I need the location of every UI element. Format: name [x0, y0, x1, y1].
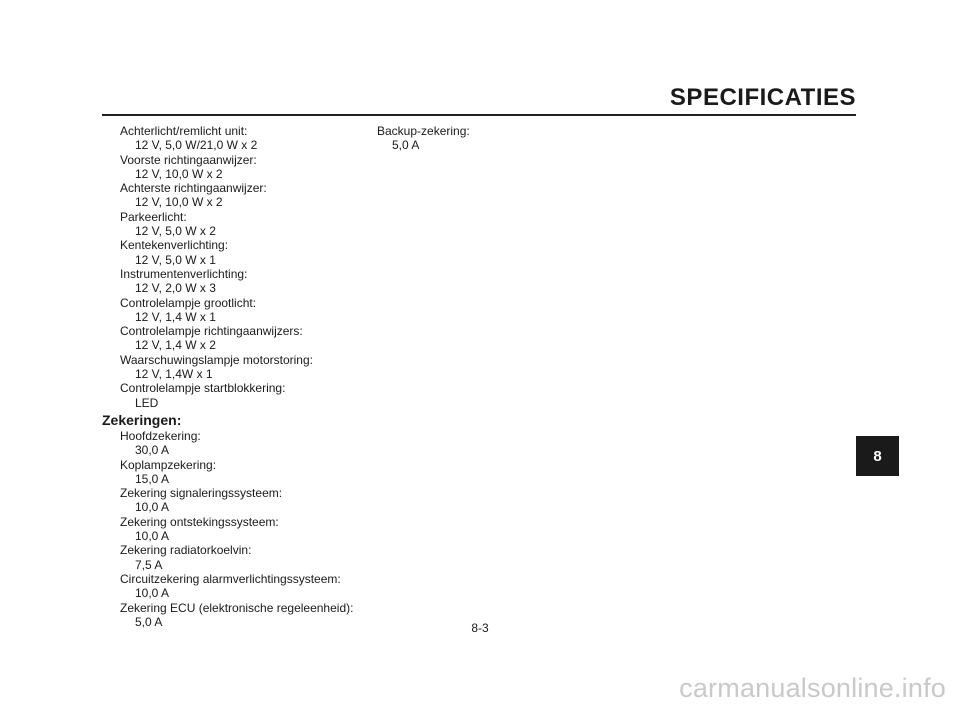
spec-value: 12 V, 10,0 W x 2 — [135, 166, 223, 181]
spec-item — [120, 296, 450, 325]
spec-label: Koplampzekering: — [120, 457, 217, 472]
page-number: 8-3 — [471, 621, 489, 635]
spec-item — [120, 267, 450, 296]
spec-label: Hoofdzekering: — [120, 428, 201, 443]
spec-value: 30,0 A — [135, 443, 170, 458]
spec-value: 10,0 A — [135, 586, 170, 601]
chapter-tab: 8 — [856, 436, 899, 476]
spec-item — [377, 124, 677, 153]
spec-label: Instrumentenverlichting: — [120, 266, 248, 281]
spec-label: Controlelampje startblokkering: — [120, 381, 286, 396]
spec-label: Achterlicht/remlicht unit: — [120, 124, 248, 138]
fuses-heading: Zekeringen: — [102, 411, 182, 428]
spec-item — [120, 353, 450, 382]
spec-value: 12 V, 2,0 W x 3 — [135, 281, 216, 296]
spec-value: 12 V, 10,0 W x 2 — [135, 195, 223, 210]
spec-item — [120, 238, 450, 267]
spec-item — [120, 515, 450, 544]
spec-label: Zekering ontstekingssysteem: — [120, 514, 279, 529]
left-column — [102, 124, 450, 629]
right-column — [377, 124, 677, 153]
spec-value: 5,0 A — [392, 138, 420, 153]
spec-item — [120, 324, 450, 353]
spec-item — [120, 210, 450, 239]
spec-label: Parkeerlicht: — [120, 209, 187, 224]
bulb-spec-list — [120, 124, 450, 410]
spec-item — [120, 429, 450, 458]
spec-label: Zekering radiatorkoelvin: — [120, 543, 252, 558]
watermark: carmanualsonline.info — [679, 673, 946, 703]
spec-value: 7,5 A — [135, 557, 163, 572]
spec-label: Zekering signaleringssysteem: — [120, 486, 283, 501]
spec-item — [120, 381, 450, 410]
page-title: SPECIFICATIES — [669, 84, 856, 111]
spec-value: 10,0 A — [135, 529, 170, 544]
spec-value: 12 V, 1,4 W x 2 — [135, 338, 216, 353]
spec-label: Circuitzekering alarmverlichtingssysteem: — [120, 571, 341, 586]
spec-item — [120, 572, 450, 601]
spec-value: LED — [135, 395, 159, 410]
spec-label: Achterste richtingaanwijzer: — [120, 181, 267, 196]
spec-value: 12 V, 1,4 W x 1 — [135, 309, 216, 324]
spec-label: Kentekenverlichting: — [120, 238, 229, 253]
spec-value: 12 V, 5,0 W/21,0 W x 2 — [135, 138, 258, 153]
spec-item — [120, 458, 450, 487]
spec-label: Controlelampje richtingaanwijzers: — [120, 324, 303, 339]
spec-value: 10,0 A — [135, 500, 170, 515]
fuse-spec-list — [120, 429, 450, 629]
spec-label: Zekering ECU (elektronische regeleenheid): — [120, 600, 354, 615]
spec-item — [120, 153, 450, 182]
header-rule — [102, 114, 856, 116]
spec-item — [120, 543, 450, 572]
spec-label: Backup-zekering: — [377, 124, 470, 138]
spec-label: Waarschuwingslampje motorstoring: — [120, 352, 313, 367]
spec-label: Controlelampje grootlicht: — [120, 295, 257, 310]
spec-value: 5,0 A — [135, 614, 163, 629]
spec-value: 12 V, 5,0 W x 1 — [135, 252, 216, 267]
spec-value: 12 V, 5,0 W x 2 — [135, 224, 216, 239]
spec-value: 12 V, 1,4W x 1 — [135, 367, 213, 382]
spec-label: Voorste richtingaanwijzer: — [120, 152, 257, 167]
spec-value: 15,0 A — [135, 471, 170, 486]
spec-item — [120, 486, 450, 515]
spec-item — [120, 181, 450, 210]
